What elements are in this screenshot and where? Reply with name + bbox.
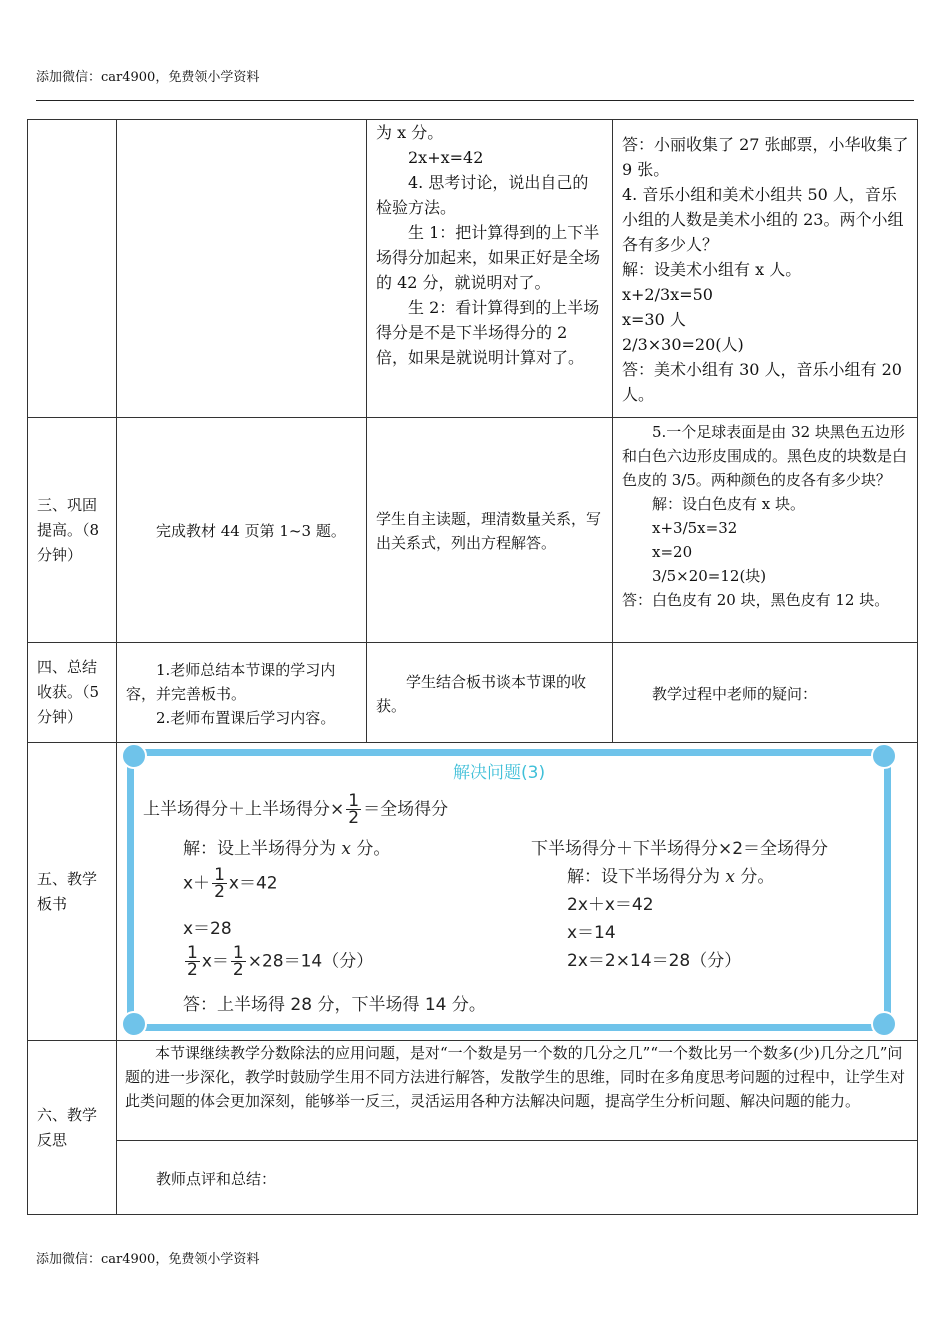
stage-label: 四、总结收获。（5 分钟） (37, 658, 100, 726)
notes-cell (613, 418, 918, 643)
notes-line: x=30 人 (622, 310, 686, 329)
left-equation-3: $\frac{1}{2}$ x＝ $\frac{1}{2}$ ×28＝14（分） (187, 943, 374, 980)
notes-cell (613, 643, 918, 743)
table-row (28, 1141, 918, 1215)
notes-line: x+3/5x=32 (652, 519, 738, 537)
stage-cell (28, 120, 117, 418)
table-row (28, 1041, 918, 1141)
reflection-text: 本节课继续教学分数除法的应用问题，是对“一个数是另一个数的几分之几”“一个数比另一个数多(少)几分之几”问题的进一步深化，教学时鼓励学生用不同方法进行解答，发散学生的思维，同时在多角度思考问题的过程中，让学生对此类问题的体会更加深刻，能够举一反三，灵活运用各种方法解决问题，提高学生分析问题、解决问题的能力。 (125, 1044, 906, 1110)
comment-cell (117, 1141, 918, 1215)
right-equation-2: x＝14 (567, 923, 616, 943)
notes-line: 5.一个足球表面是由 32 块黑色五边形和白色六边形皮围成的。黑色皮的块数是白色皮的 3/5。两种颜色的皮各有多少块？ (622, 423, 908, 489)
right-relation: 下半场得分＋下半场得分×2＝全场得分 (531, 839, 829, 859)
teacher-line: 2.老师布置课后学习内容。 (156, 708, 336, 727)
page-header: 添加微信：car4900，免费领小学资料 (36, 70, 260, 85)
table-row (28, 643, 918, 743)
stage-label: 五、教学板书 (37, 869, 98, 913)
teacher-cell (117, 418, 367, 643)
table-row (28, 418, 918, 643)
notes-line: x+2/3x=50 (622, 285, 713, 304)
notes-line: 答：白色皮有 20 块，黑色皮有 12 块。 (622, 591, 890, 609)
comment-text: 教师点评和总结： (156, 1169, 277, 1188)
board-cell (117, 743, 918, 1041)
teacher-line: 1.老师总结本节课的学习内容，并完善板书。 (126, 660, 336, 703)
left-answer: 答：上半场得 28 分，下半场得 14 分。 (183, 995, 486, 1015)
student-cell (367, 418, 613, 643)
header-rule (36, 100, 914, 101)
student-line: 2x+x=42 (408, 148, 484, 167)
page-footer: 添加微信：car4900，免费领小学资料 (36, 1252, 260, 1267)
notes-cell (613, 120, 918, 418)
student-text: 学生自主读题，理清数量关系，写出关系式，列出方程解答。 (376, 510, 602, 552)
stage-cell (28, 418, 117, 643)
left-relation: 上半场得分＋上半场得分× $\frac{1}{2}$ ＝全场得分 (143, 791, 449, 828)
student-line: 生 2：看计算得到的上半场得分是不是下半场得分的 2 倍，如果是就说明计算对了。 (376, 298, 600, 367)
table-row (28, 743, 918, 1041)
stage-label: 六、教学反思 (37, 1105, 98, 1149)
notes-line: 解：设白色皮有 x 块。 (652, 495, 805, 513)
notes-line: 答：小丽收集了 27 张邮票，小华收集了 9 张。 (622, 135, 909, 179)
right-solve-line: 解：设下半场得分为 x 分。 (567, 867, 775, 887)
table-row (28, 120, 918, 418)
corner-decoration (871, 1011, 897, 1037)
board-title: 解决问题(3) (453, 763, 546, 783)
student-cell (367, 120, 613, 418)
notes-line: x=20 (652, 543, 693, 561)
notes-line: 答：美术小组有 30 人，音乐小组有 20 人。 (622, 360, 902, 404)
left-equation-1: x＋ $\frac{1}{2}$ x＝42 (183, 865, 278, 902)
notes-line: 解：设美术小组有 x 人。 (622, 260, 802, 279)
stage-label: 三、巩固提高。（8 分钟） (37, 495, 100, 564)
student-line: 为 x 分。 (376, 123, 444, 142)
student-line: 4. 思考讨论，说出自己的检验方法。 (376, 173, 589, 217)
blackboard (127, 749, 891, 1031)
teacher-text: 完成教材 44 页第 1~3 题。 (156, 522, 346, 540)
reflection-cell (117, 1041, 918, 1141)
student-line: 生 1：把计算得到的上下半场得分加起来，如果正好是全场的 42 分，就说明对了。 (376, 223, 601, 292)
notes-line: 3/5×20=12(块) (652, 567, 767, 585)
left-solve-line: 解：设上半场得分为 x 分。 (183, 839, 391, 859)
student-cell (367, 643, 613, 743)
student-text: 学生结合板书谈本节课的收获。 (376, 672, 587, 715)
corner-decoration (121, 743, 147, 769)
left-equation-2: x＝28 (183, 919, 232, 939)
teacher-cell (117, 643, 367, 743)
stage-cell (28, 743, 117, 1041)
stage-cell (28, 643, 117, 743)
teacher-cell (117, 120, 367, 418)
corner-decoration (121, 1011, 147, 1037)
notes-text: 教学过程中老师的疑问： (652, 684, 818, 703)
notes-line: 4. 音乐小组和美术小组共 50 人，音乐小组的人数是美术小组的 23。两个小组各有多少人？ (622, 185, 904, 254)
right-equation-1: 2x＋x＝42 (567, 895, 654, 915)
corner-decoration (871, 743, 897, 769)
lesson-plan-table (27, 119, 918, 1215)
right-equation-3: 2x＝2×14＝28（分） (567, 951, 742, 971)
notes-line: 2/3×30=20(人) (622, 335, 744, 354)
stage-cell (28, 1041, 117, 1215)
